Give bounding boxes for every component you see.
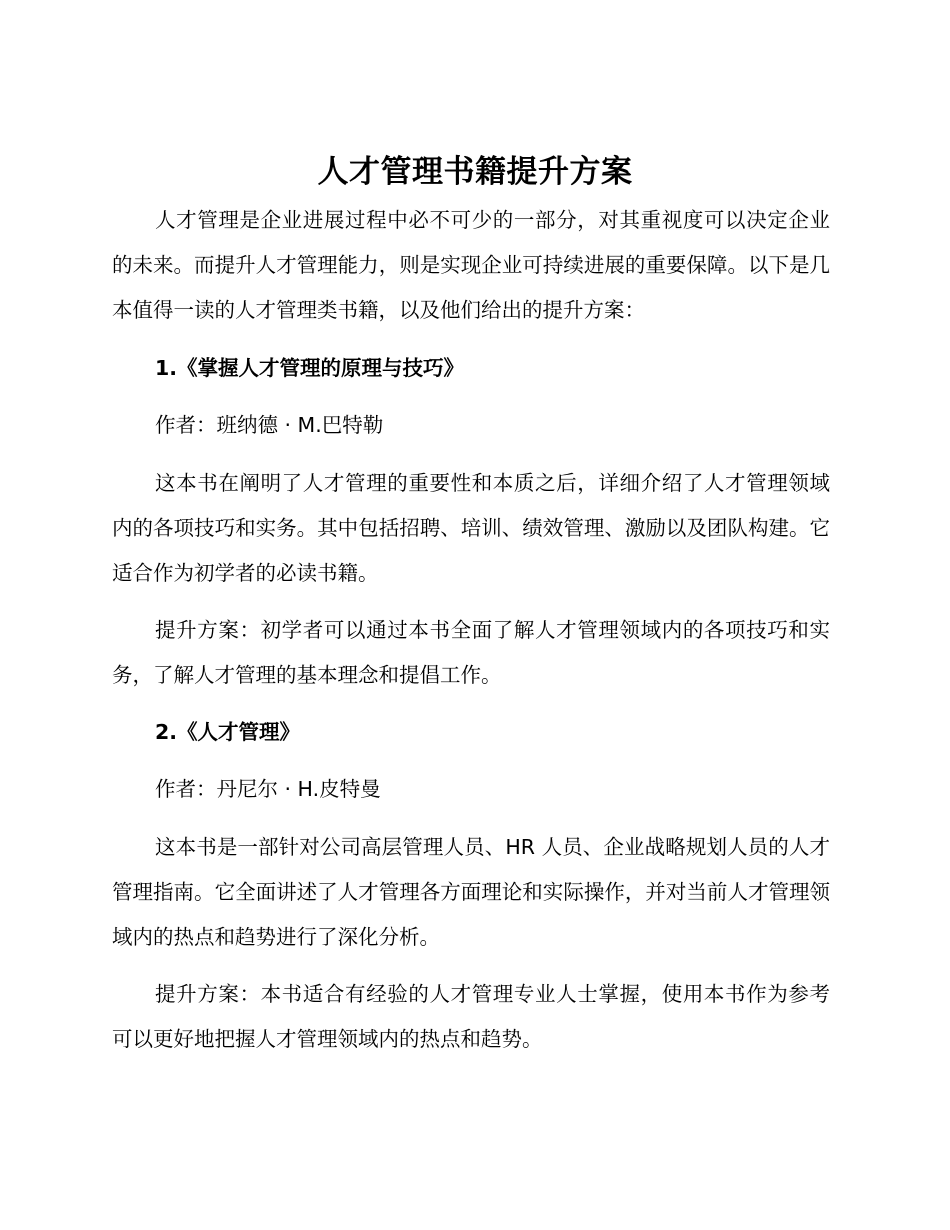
- book-2-description: 这本书是一部针对公司高层管理人员、HR 人员、企业战略规划人员的人才管理指南。它全面讲述了人才管理各方面理论和实际操作，并对当前人才管理领域内的热点和趋势进行了深化分析。: [112, 835, 830, 949]
- book-1-description: 这本书在阐明了人才管理的重要性和本质之后，详细介绍了人才管理领域内的各项技巧和实务。其中包括招聘、培训、绩效管理、激励以及团队构建。它适合作为初学者的必读书籍。: [112, 471, 830, 585]
- book-1-author: 作者：班纳德 · M.巴特勒: [155, 413, 384, 437]
- book-2-plan: 提升方案：本书适合有经验的人才管理专业人士掌握，使用本书作为参考可以更好地把握人才管理领域内的热点和趋势。: [112, 982, 830, 1051]
- book-2-heading: 2.《人才管理》: [155, 720, 301, 744]
- book-2-author: 作者：丹尼尔 · H.皮特曼: [155, 777, 381, 801]
- book-1-heading: 1.《掌握人才管理的原理与技巧》: [155, 356, 465, 380]
- book-1-plan: 提升方案：初学者可以通过本书全面了解人才管理领域内的各项技巧和实务，了解人才管理的基本理念和提倡工作。: [112, 618, 830, 687]
- document-title: 人才管理书籍提升方案: [317, 154, 633, 190]
- intro-paragraph: 人才管理是企业进展过程中必不可少的一部分，对其重视度可以决定企业的未来。而提升人才管理能力，则是实现企业可持续进展的重要保障。以下是几本值得一读的人才管理类书籍，以及他们给出的提升方案：: [112, 208, 830, 322]
